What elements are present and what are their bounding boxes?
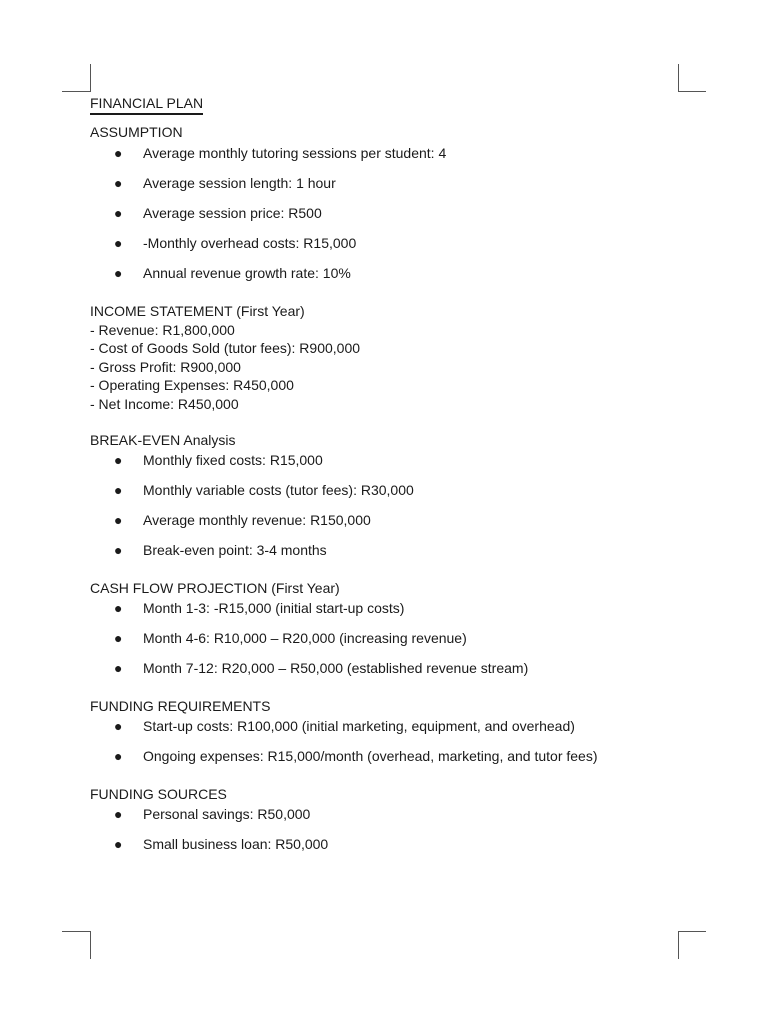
bullet-list [90, 805, 690, 865]
list-item-text: Month 4-6: R10,000 – R20,000 (increasing revenue) [143, 630, 467, 646]
list-item [90, 451, 690, 481]
list-item [90, 204, 690, 234]
crop-mark-top-left [62, 91, 90, 92]
crop-mark-top-right [678, 64, 679, 92]
list-item-text: Small business loan: R50,000 [143, 836, 329, 852]
list-item [90, 264, 690, 294]
crop-mark-bottom-right [678, 931, 679, 959]
crop-mark-bottom-left [62, 931, 90, 932]
list-item [90, 659, 690, 689]
crop-mark-bottom-left [90, 931, 91, 959]
list-item [90, 835, 690, 865]
list-item-text: Annual revenue growth rate: 10% [143, 265, 351, 281]
list-item-text: Average monthly revenue: R150,000 [143, 512, 371, 528]
bullet-icon: ● [114, 748, 123, 764]
list-item-text: Average session price: R500 [143, 205, 322, 221]
bullet-icon: ● [114, 542, 123, 558]
bullet-icon: ● [114, 145, 123, 161]
list-item-text: Ongoing expenses: R15,000/month (overhead, marketing, and tutor fees) [143, 748, 598, 764]
bullet-icon: ● [114, 512, 123, 528]
list-item-text: Average session length: 1 hour [143, 175, 336, 191]
bullet-icon: ● [114, 836, 123, 852]
list-item [90, 599, 690, 629]
bullet-list [90, 717, 690, 777]
bullet-list [90, 451, 690, 571]
statement-line: - Gross Profit: R900,000 [90, 358, 241, 375]
bullet-icon: ● [114, 718, 123, 734]
list-item-text: Break-even point: 3-4 months [143, 542, 327, 558]
list-item [90, 481, 690, 511]
section-assumption [90, 123, 690, 294]
section-heading: FUNDING SOURCES [90, 786, 227, 802]
list-item-text: Average monthly tutoring sessions per student: 4 [143, 145, 447, 161]
list-item [90, 805, 690, 835]
list-item-text: Start-up costs: R100,000 (initial marketing, equipment, and overhead) [143, 718, 575, 734]
list-item-text: Month 1-3: -R15,000 (initial start-up costs) [143, 600, 405, 616]
bullet-icon: ● [114, 452, 123, 468]
bullet-list [90, 144, 690, 294]
list-item [90, 717, 690, 747]
bullet-icon: ● [114, 175, 123, 191]
section-income-statement [90, 302, 690, 413]
section-heading: FUNDING REQUIREMENTS [90, 698, 271, 714]
list-item [90, 144, 690, 174]
section-heading: ASSUMPTION [90, 124, 183, 140]
statement-line: - Operating Expenses: R450,000 [90, 377, 294, 393]
bullet-icon: ● [114, 265, 123, 281]
section-heading: BREAK-EVEN Analysis [90, 432, 236, 448]
list-item [90, 511, 690, 541]
section-funding-sources [90, 785, 690, 865]
list-item-text: -Monthly overhead costs: R15,000 [143, 235, 357, 251]
statement-line: - Net Income: R450,000 [90, 395, 239, 412]
list-item [90, 541, 690, 571]
list-item [90, 234, 690, 264]
list-item-text: Month 7-12: R20,000 – R50,000 (established revenue stream) [143, 660, 529, 676]
bullet-icon: ● [114, 600, 123, 616]
statement-line: - Revenue: R1,800,000 [90, 321, 235, 338]
bullet-icon: ● [114, 806, 123, 822]
bullet-icon: ● [114, 235, 123, 251]
list-item [90, 747, 690, 777]
bullet-icon: ● [114, 630, 123, 646]
section-break-even [90, 431, 690, 571]
bullet-icon: ● [114, 482, 123, 498]
list-item [90, 629, 690, 659]
list-item-text: Personal savings: R50,000 [143, 806, 311, 822]
section-heading: INCOME STATEMENT (First Year) [90, 303, 305, 319]
list-item-text: Monthly fixed costs: R15,000 [143, 452, 323, 468]
bullet-icon: ● [114, 205, 123, 221]
list-item-text: Monthly variable costs (tutor fees): R30,000 [143, 482, 414, 498]
document-page [90, 92, 690, 865]
section-cash-flow [90, 579, 690, 689]
crop-mark-bottom-right [678, 931, 706, 932]
document-title: FINANCIAL PLAN [90, 93, 203, 115]
crop-mark-top-left [90, 64, 91, 92]
statement-line: - Cost of Goods Sold (tutor fees): R900,000 [90, 340, 361, 356]
bullet-list [90, 599, 690, 689]
section-heading: CASH FLOW PROJECTION (First Year) [90, 580, 340, 596]
bullet-icon: ● [114, 660, 123, 676]
section-funding-requirements [90, 697, 690, 777]
list-item [90, 174, 690, 204]
